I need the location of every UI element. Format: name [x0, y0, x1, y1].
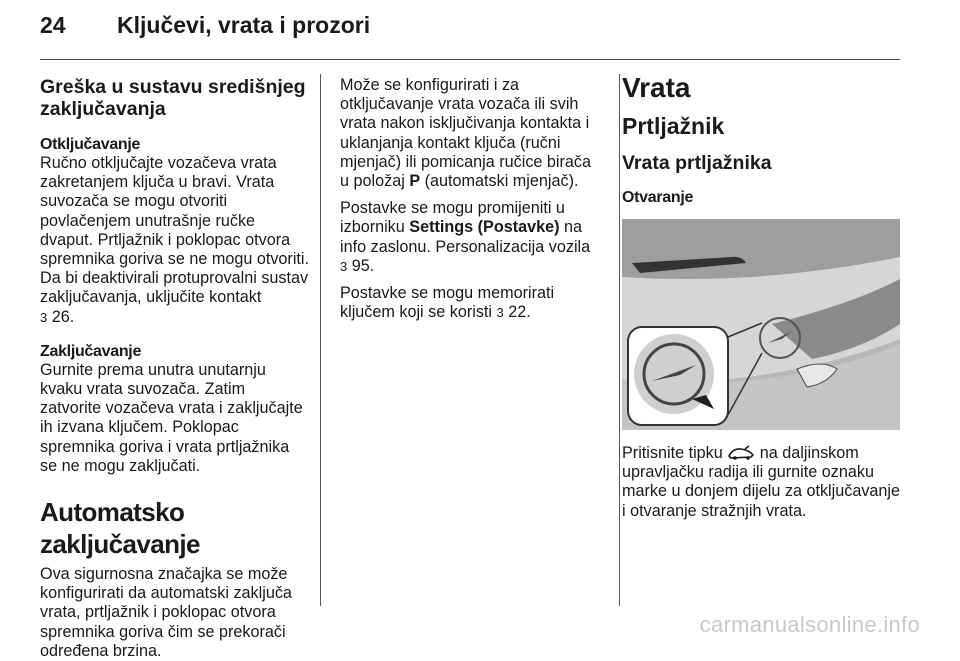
auto-lock-section — [40, 496, 310, 560]
memorize-page-ref[interactable]: 22. — [508, 303, 531, 322]
heading-opening: Otvaranje — [622, 189, 694, 206]
unlocking-text: Ručno otključajte vozačeva vrata zakretanjem ključa u bravi. Vrata suvozača se mogu otvoriti povlačenjem unutrašnje ručke dvaput. Prtljažnik i poklopac otvora spremnika goriva se ne mogu otvoriti. Da bi deaktivirali protuprovalni sustav zaključavanja, uključite kontakt 3 26. — [40, 154, 310, 326]
reference-arrow-icon: 3 — [496, 305, 504, 321]
section-title-trunk: Prtljažnik — [622, 113, 725, 139]
memorize-text: Postavke se mogu memorirati ključem koji se koristi 3 22. — [340, 284, 555, 322]
reference-arrow-icon: 3 — [340, 258, 348, 274]
section-title-central-locking-fault: Greška u sustavu središnjeg zaključavanja — [40, 76, 306, 120]
locking-text: Gurnite prema unutra unutarnju kvaku vrata suvozača. Zatim zatvorite vozačeva vrata i zaključajte ih izvana ključem. Poklopac spremnika goriva i vrata prtljažnika se ne mogu zaključati. — [40, 360, 303, 475]
unlocking-page-ref[interactable]: 26. — [51, 307, 75, 326]
settings-menu-name: Settings (Postavke) — [409, 218, 560, 237]
header-rule — [40, 59, 900, 60]
column-2 — [340, 76, 602, 322]
heading-locking: Zaključavanje — [40, 342, 142, 360]
watermark: carmanualsonline.info — [699, 612, 920, 637]
page-number: 24 — [40, 12, 66, 38]
opening-caption: Pritisnite tipku na daljinskom upravljačku radija ili gurnite oznaku marke u donjem dijelu za otključavanje i otvaranje stražnjih vrata. — [622, 444, 901, 520]
column-3 — [622, 72, 902, 521]
car-trunk-icon — [727, 445, 755, 461]
chapter-title: Ključevi, vrata i prozori — [117, 12, 371, 38]
section-title-auto-lock: Automatsko zaključavanje — [40, 497, 200, 560]
column-divider-1 — [320, 74, 321, 606]
column-divider-2 — [619, 74, 620, 606]
settings-page-ref[interactable]: 95. — [351, 256, 375, 275]
section-title-tailgate: Vrata prtljažnika — [622, 152, 772, 174]
configure-text: Može se konfigurirati i za otključavanje vrata vozača ili svih vrata nakon isključivanja kontakta i uklanjanja kontakt ključa (ručni mjenjač) ili pomicanja ručice birača u položaj P (automatski mjenjač). — [340, 76, 592, 191]
column-1 — [40, 76, 310, 661]
tailgate-illustration — [622, 219, 900, 430]
page-header — [0, 0, 960, 62]
auto-lock-text: Ova sigurnosna značajka se može konfigurirati da automatski zaključa vrata, prtljažnik i poklopac otvora spremnika goriva čim se prekorači određena brzina. — [40, 565, 292, 660]
heading-unlocking: Otključavanje — [40, 136, 141, 153]
tailgate-drawing — [622, 219, 900, 430]
settings-text: Postavke se mogu promijeniti u izborniku Settings (Postavke) na info zaslonu. Personalizacija vozila 3 95. — [340, 199, 591, 275]
reference-arrow-icon: 3 — [40, 309, 48, 325]
section-title-doors: Vrata — [622, 72, 691, 103]
